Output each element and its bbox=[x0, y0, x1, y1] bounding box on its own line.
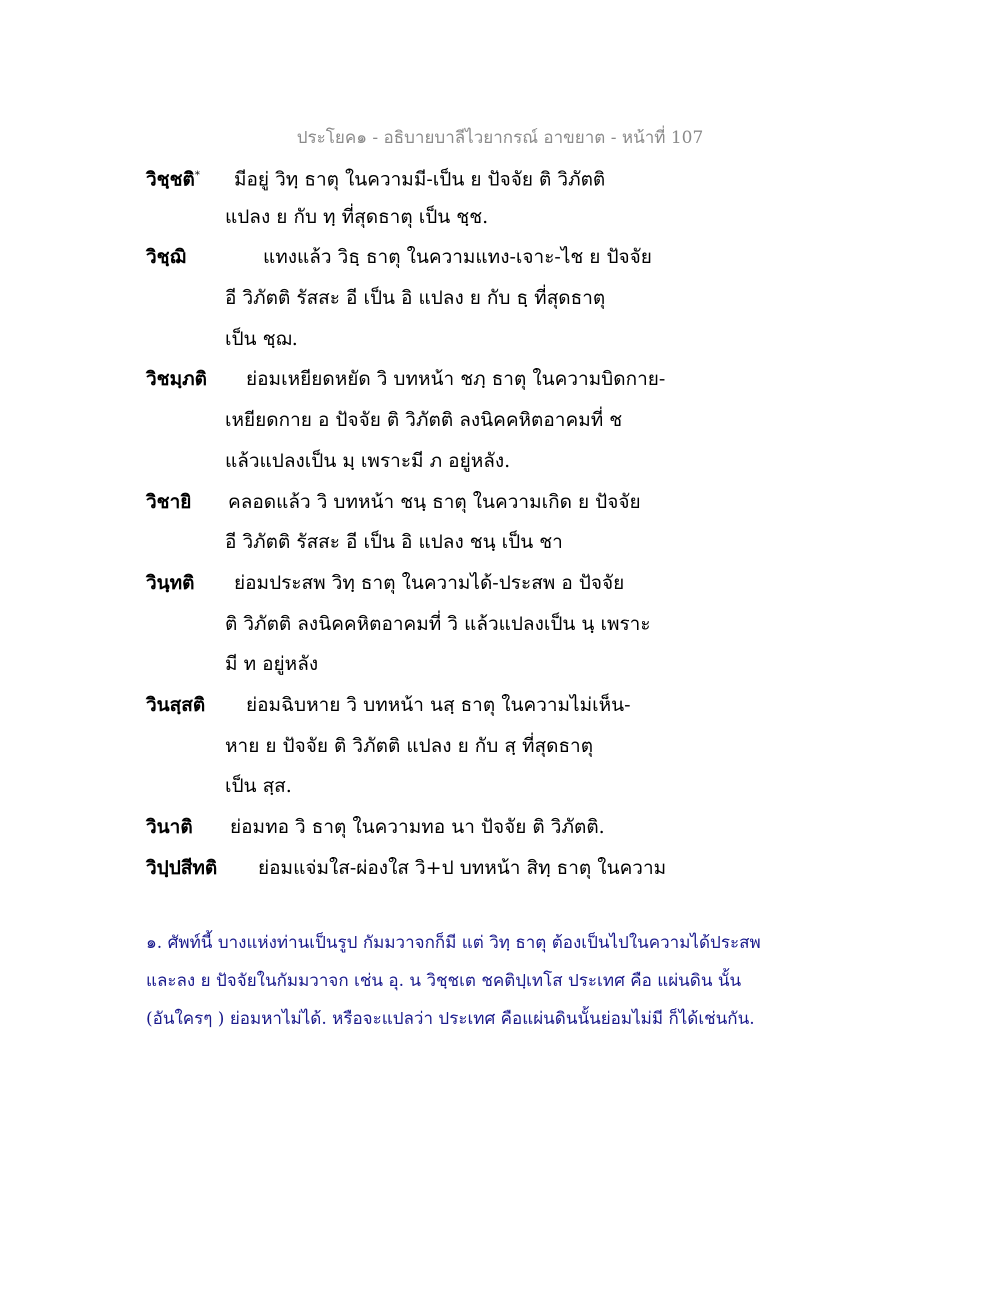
entry-term: วิชฺฌิ bbox=[146, 246, 186, 269]
entry-text: มี ท อยู่หลัง bbox=[225, 653, 319, 676]
entry-vinati bbox=[146, 807, 866, 848]
entry-text: แปลง ย กับ ทฺ ที่สุดธาตุ เป็น ชฺช. bbox=[225, 205, 489, 228]
entry-term: วิชมฺภติ bbox=[146, 368, 207, 391]
entry-term: วิปฺปสีทติ bbox=[146, 856, 218, 879]
entry-text: อี วิภัตติ รัสสะ อี เป็น อิ แปลง ย กับ ธฺ ที่สุดธาตุ bbox=[225, 287, 606, 310]
entry-text: แล้วแปลงเป็น มฺ เพราะมี ภ อยู่หลัง. bbox=[225, 449, 511, 472]
entry-text: เป็น ชฺฌ. bbox=[225, 327, 298, 350]
entry-text: ย่อมเหยียดหยัด วิ บทหน้า ชภฺ ธาตุ ในความบิดกาย- bbox=[246, 368, 666, 391]
footnote bbox=[146, 924, 866, 1038]
entry-text: เหยียดกาย อ ปัจจัย ติ วิภัตติ ลงนิคคหิตอาคมที่ ช bbox=[225, 409, 623, 432]
entry-text: ย่อมประสพ วิทฺ ธาตุ ในความได้-ประสพ อ ปัจจัย bbox=[234, 571, 625, 594]
footnote-line: ๑. ศัพท์นี้ บางแห่งท่านเป็นรูป กัมมวาจกก็มี แต่ วิทฺ ธาตุ ต้องเป็นไปในความได้ประสพ bbox=[146, 933, 761, 953]
page-header: ประโยค๑ - อธิบายบาลีไวยากรณ์ อาขยาต - หน้าที่ 107 bbox=[296, 128, 704, 148]
entry-vinassati bbox=[146, 685, 866, 807]
entry-vijjhi bbox=[146, 237, 866, 359]
entry-text: หาย ย ปัจจัย ติ วิภัตติ แปลง ย กับ สฺ ที่สุดธาตุ bbox=[225, 734, 594, 757]
entry-text: ติ วิภัตติ ลงนิคคหิตอาคมที่ วิ แล้วแปลงเป็น นฺ เพราะ bbox=[225, 612, 651, 635]
entry-text: ย่อมฉิบหาย วิ บทหน้า นสฺ ธาตุ ในความไม่เห็น- bbox=[246, 693, 631, 716]
entry-text: คลอดแล้ว วิ บทหน้า ชนฺ ธาตุ ในความเกิด ย ปัจจัย bbox=[228, 490, 641, 513]
entry-vijambhati bbox=[146, 359, 866, 481]
entry-term: วินสฺสติ bbox=[146, 693, 206, 716]
entry-text: ย่อมแจ่มใส-ผ่องใส วิ+ป บทหน้า สิทฺ ธาตุ ในความ bbox=[258, 856, 667, 879]
footnote-marker: * bbox=[194, 170, 200, 181]
entry-term: วิชายิ bbox=[146, 490, 192, 513]
entry-vippasidati bbox=[146, 848, 866, 889]
entry-vijjati bbox=[146, 156, 866, 237]
entry-text: แทงแล้ว วิธฺ ธาตุ ในความแทง-เจาะ-ไช ย ปัจจัย bbox=[263, 246, 652, 269]
entry-term: วิชฺชติ* bbox=[146, 168, 200, 191]
entry-text: อี วิภัตติ รัสสะ อี เป็น อิ แปลง ชนฺ เป็น ชา bbox=[225, 531, 563, 554]
entry-list bbox=[146, 156, 866, 888]
footnote-line: และลง ย ปัจจัยในกัมมวาจก เช่น อุ. น วิชฺชเต ชคติปฺเทโส ประเทศ คือ แผ่นดิน นั้น bbox=[146, 971, 742, 991]
entry-text: ย่อมทอ วิ ธาตุ ในความทอ นา ปัจจัย ติ วิภัตติ. bbox=[230, 816, 605, 838]
entry-text: มีอยู่ วิทฺ ธาตุ ในความมี-เป็น ย ปัจจัย ติ วิภัตติ bbox=[234, 168, 606, 191]
entry-vijayi bbox=[146, 482, 866, 563]
entry-term: วินาติ bbox=[146, 816, 193, 838]
entry-term: วินฺทติ bbox=[146, 571, 195, 594]
entry-vindati bbox=[146, 563, 866, 685]
footnote-line: (อันใครๆ ) ย่อมหาไม่ได้. หรือจะแปลว่า ประเทศ คือแผ่นดินนั้นย่อมไม่มี ก็ได้เช่นกัน. bbox=[146, 1009, 755, 1029]
entry-text: เป็น สฺส. bbox=[225, 775, 292, 798]
